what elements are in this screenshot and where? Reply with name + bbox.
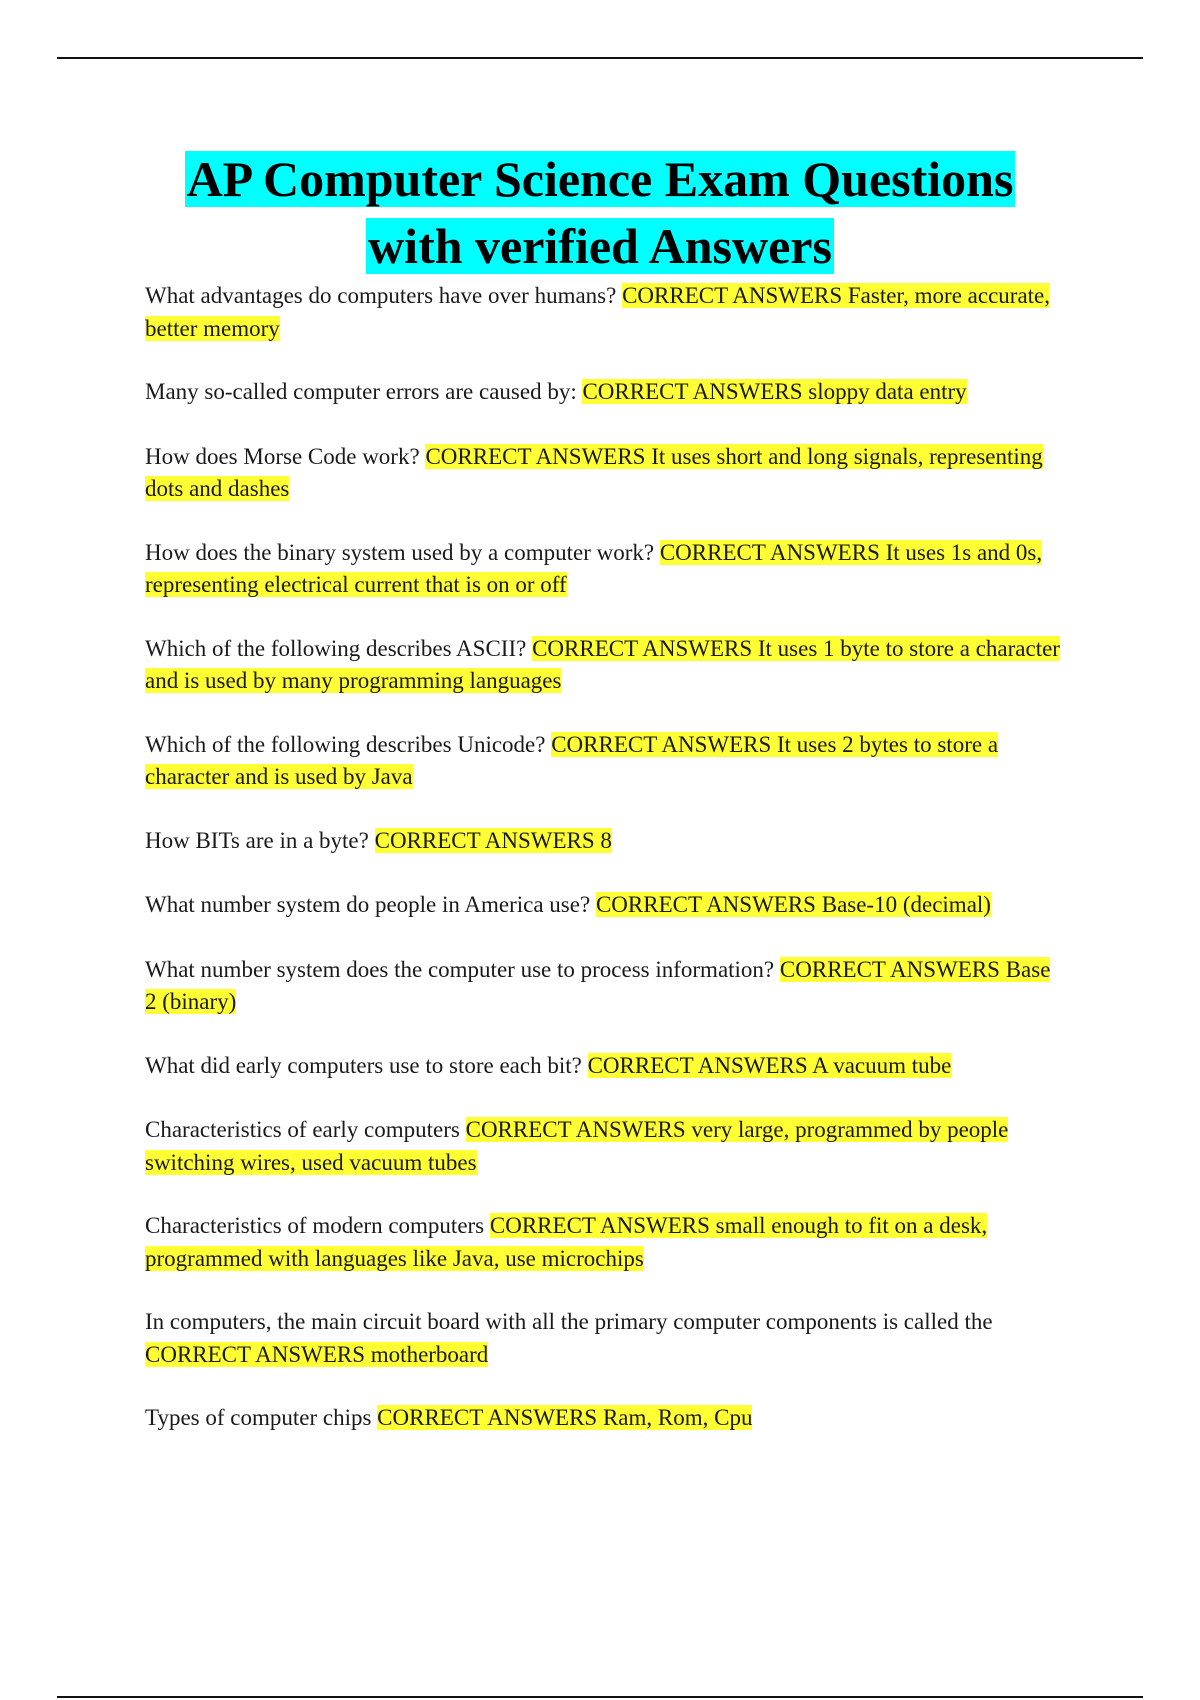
question-text: What did early computers use to store each bit?	[145, 1052, 582, 1078]
answer-text: CORRECT ANSWERS It uses short and long signals, representing dots and dashes	[145, 443, 1043, 501]
question-text: Characteristics of early computers	[145, 1117, 460, 1142]
qa-list	[145, 280, 1065, 1467]
question-text: What number system does the computer use to process information?	[145, 956, 775, 982]
answer-text: CORRECT ANSWERS Base 2 (binary)	[145, 956, 1051, 1014]
qa-item	[145, 441, 1065, 506]
qa-item	[145, 1306, 1065, 1371]
question-text: Many so-called computer errors are caused by:	[145, 379, 577, 404]
qa-item	[145, 280, 1065, 345]
answer-text: CORRECT ANSWERS Faster, more accurate, better memory	[145, 283, 1051, 341]
question-text: How does the binary system used by a computer work?	[145, 539, 655, 565]
question-text: What advantages do computers have over humans?	[145, 283, 617, 308]
qa-item	[145, 1210, 1065, 1275]
answer-text: CORRECT ANSWERS It uses 1 byte to store a character and is used by many programming languages	[145, 635, 1060, 693]
answer-text: CORRECT ANSWERS Ram, Rom, Cpu	[377, 1405, 753, 1430]
answer-text: CORRECT ANSWERS motherboard	[145, 1341, 489, 1367]
qa-item	[145, 376, 1065, 409]
question-text: How BITs are in a byte?	[145, 827, 369, 853]
top-rule	[57, 57, 1143, 59]
qa-item	[145, 889, 1065, 922]
question-text: How does Morse Code work?	[145, 443, 420, 469]
question-text: What number system do people in America use?	[145, 892, 591, 917]
title-line-2: with verified Answers	[368, 218, 832, 274]
question-text: Characteristics of modern computers	[145, 1213, 485, 1238]
answer-text: CORRECT ANSWERS It uses 1s and 0s, representing electrical current that is on or off	[145, 539, 1043, 597]
answer-text: CORRECT ANSWERS 8	[374, 827, 612, 853]
qa-item	[145, 633, 1065, 698]
question-text: Which of the following describes ASCII?	[145, 635, 527, 661]
qa-item	[145, 825, 1065, 858]
question-text: In computers, the main circuit board with all the primary computer components is called the	[145, 1309, 993, 1334]
qa-item	[145, 954, 1065, 1019]
question-text: Types of computer chips	[145, 1405, 372, 1430]
bottom-rule	[57, 1696, 1143, 1698]
answer-text: CORRECT ANSWERS A vacuum tube	[587, 1052, 952, 1078]
answer-text: CORRECT ANSWERS Base-10 (decimal)	[595, 892, 991, 917]
answer-text: CORRECT ANSWERS very large, programmed by people switching wires, used vacuum tubes	[145, 1117, 1009, 1175]
answer-text: CORRECT ANSWERS small enough to fit on a desk, programmed with languages like Java, use microchips	[145, 1213, 988, 1271]
answer-text: CORRECT ANSWERS It uses 2 bytes to store a character and is used by Java	[145, 731, 999, 789]
qa-item	[145, 537, 1065, 602]
qa-item	[145, 1050, 1065, 1083]
answer-text: CORRECT ANSWERS sloppy data entry	[582, 379, 967, 404]
qa-item	[145, 729, 1065, 794]
qa-item	[145, 1402, 1065, 1435]
qa-item	[145, 1114, 1065, 1179]
question-text: Which of the following describes Unicode?	[145, 731, 546, 757]
page-title	[60, 146, 1140, 280]
title-line-1: AP Computer Science Exam Questions	[186, 151, 1014, 207]
